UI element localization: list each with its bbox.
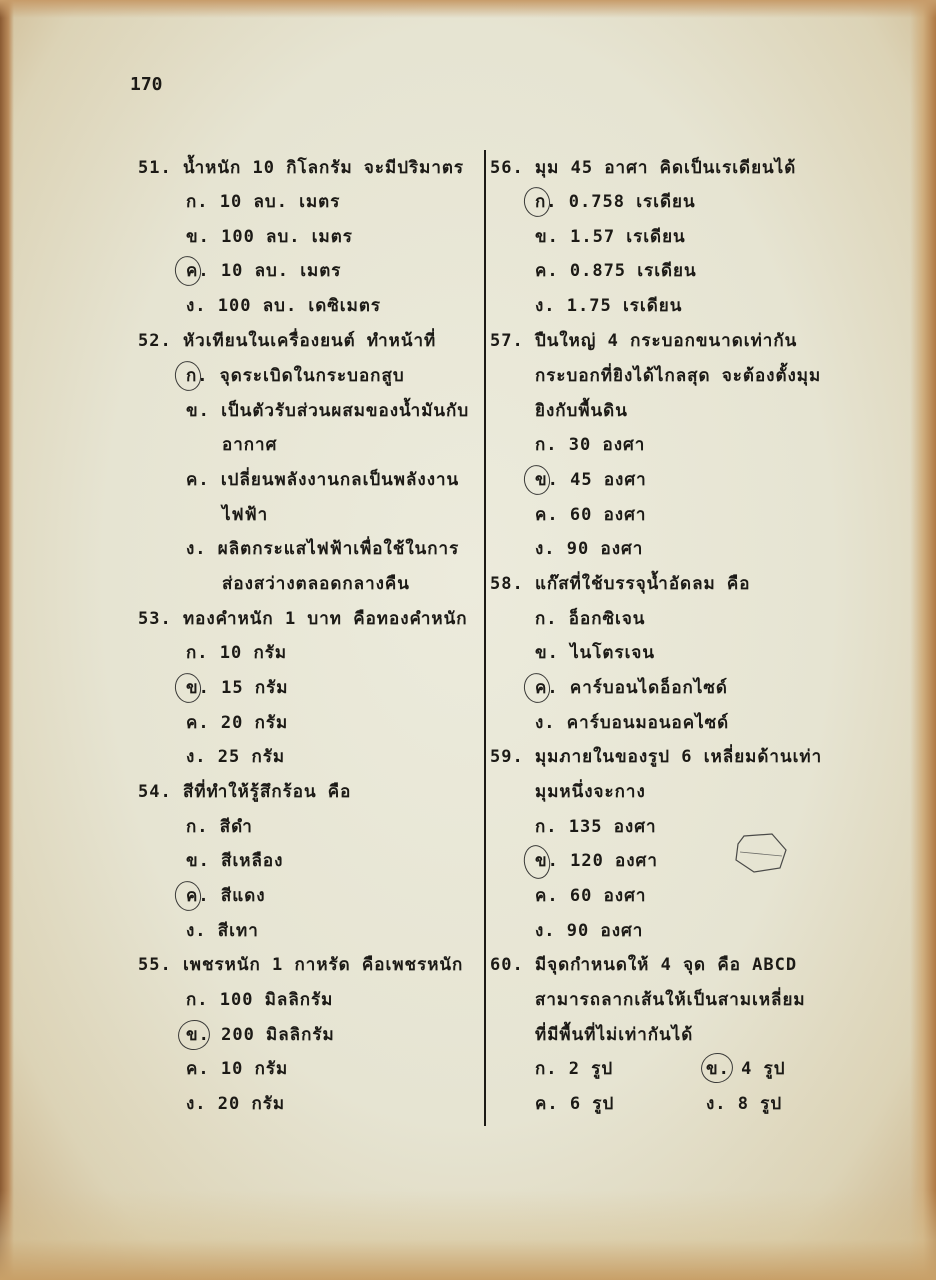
choice-56-d: ง. 1.75 เรเดียน bbox=[535, 296, 683, 316]
page-edge-right bbox=[910, 0, 936, 1280]
question-51 bbox=[138, 156, 464, 180]
choice-54-b: ข. สีเหลือง bbox=[186, 851, 284, 871]
choice-52-d: ง. ผลิตกระแสไฟฟ้าเพื่อใช้ในการ bbox=[186, 539, 460, 559]
choice-52-a: ก. จุดระเบิดในกระบอกสูบ bbox=[186, 366, 405, 386]
choice-52-c-cont: ไฟฟ้า bbox=[222, 505, 269, 525]
choice-60-c: ค. 6 รูป bbox=[535, 1094, 615, 1114]
choice-52-b: ข. เป็นตัวรับส่วนผสมของน้ำมันกับ bbox=[186, 401, 470, 421]
choice-55-b: ข. 200 มิลลิกรัม bbox=[186, 1025, 335, 1045]
question-number: 57. bbox=[490, 331, 524, 351]
question-57-line-2: กระบอกที่ยิงได้ไกลสุด จะต้องตั้งมุม bbox=[535, 366, 822, 386]
question-text: มุมภายในของรูป 6 เหลี่ยมด้านเท่า bbox=[534, 747, 823, 767]
choice-60-d: ง. 8 รูป bbox=[706, 1094, 783, 1114]
choice-53-b: ข. 15 กรัม bbox=[186, 678, 289, 698]
question-text: น้ำหนัก 10 กิโลกรัม จะมีปริมาตร bbox=[182, 158, 465, 178]
choice-51-c: ค. 10 ลบ. เมตร bbox=[186, 261, 342, 281]
choice-54-a: ก. สีดำ bbox=[186, 817, 253, 837]
choice-59-d: ง. 90 องศา bbox=[535, 921, 644, 941]
choice-52-b-cont: อากาศ bbox=[222, 435, 278, 455]
choice-56-a: ก. 0.758 เรเดียน bbox=[535, 192, 696, 212]
question-number: 58. bbox=[490, 574, 524, 594]
question-number: 59. bbox=[490, 747, 524, 767]
choice-54-c: ค. สีแดง bbox=[186, 886, 266, 906]
page-edge-bottom bbox=[0, 1190, 936, 1280]
choice-58-c: ค. คาร์บอนไดอ็อกไซด์ bbox=[535, 678, 728, 698]
question-text: เพชรหนัก 1 กาหรัด คือเพชรหนัก bbox=[182, 955, 464, 975]
choice-56-b: ข. 1.57 เรเดียน bbox=[535, 227, 686, 247]
question-57-line-3: ยิงกับพื้นดิน bbox=[535, 401, 628, 421]
question-text: หัวเทียนในเครื่องยนต์ ทำหน้าที่ bbox=[182, 331, 437, 351]
question-number: 54. bbox=[138, 782, 172, 802]
hexagon-sketch-icon bbox=[730, 830, 790, 878]
question-text: มุม 45 อาศา คิดเป็นเรเดียนได้ bbox=[534, 158, 797, 178]
choice-51-a: ก. 10 ลบ. เมตร bbox=[186, 192, 341, 212]
choice-57-d: ง. 90 องศา bbox=[535, 539, 644, 559]
choice-60-a: ก. 2 รูป bbox=[535, 1059, 614, 1079]
choice-58-d: ง. คาร์บอนมอนอคไซด์ bbox=[535, 713, 730, 733]
question-text: มีจุดกำหนดให้ 4 จุด คือ ABCD bbox=[534, 955, 798, 975]
question-number: 53. bbox=[138, 609, 172, 629]
choice-60-b: ข. 4 รูป bbox=[706, 1059, 786, 1079]
question-number: 55. bbox=[138, 955, 172, 975]
question-57 bbox=[490, 329, 797, 353]
choice-55-d: ง. 20 กรัม bbox=[186, 1094, 286, 1114]
question-52 bbox=[138, 329, 436, 353]
choice-54-d: ง. สีเทา bbox=[186, 921, 259, 941]
choice-57-b: ข. 45 องศา bbox=[535, 470, 647, 490]
choice-55-a: ก. 100 มิลลิกรัม bbox=[186, 990, 334, 1010]
question-53 bbox=[138, 607, 468, 631]
choice-53-a: ก. 10 กรัม bbox=[186, 643, 288, 663]
choice-56-c: ค. 0.875 เรเดียน bbox=[535, 261, 697, 281]
question-55 bbox=[138, 953, 463, 977]
question-59-line-2: มุมหนึ่งจะกาง bbox=[535, 782, 646, 802]
question-56 bbox=[490, 156, 796, 180]
question-60-line-3: ที่มีพื้นที่ไม่เท่ากันได้ bbox=[535, 1025, 694, 1045]
choice-53-c: ค. 20 กรัม bbox=[186, 713, 289, 733]
choice-57-c: ค. 60 องศา bbox=[535, 505, 647, 525]
page-edge-left bbox=[0, 0, 14, 1280]
choice-59-c: ค. 60 องศา bbox=[535, 886, 647, 906]
question-60-line-2: สามารถลากเส้นให้เป็นสามเหลี่ยม bbox=[535, 990, 806, 1010]
page-edge-top bbox=[0, 0, 936, 18]
choice-57-a: ก. 30 องศา bbox=[535, 435, 646, 455]
question-60 bbox=[490, 953, 797, 977]
column-divider bbox=[484, 150, 486, 1126]
question-58 bbox=[490, 572, 751, 596]
question-59 bbox=[490, 745, 822, 769]
choice-59-a: ก. 135 องศา bbox=[535, 817, 657, 837]
question-text: แก๊สที่ใช้บรรจุน้ำอัดลม คือ bbox=[534, 574, 751, 594]
choice-55-c: ค. 10 กรัม bbox=[186, 1059, 289, 1079]
question-number: 56. bbox=[490, 158, 524, 178]
choice-58-b: ข. ไนโตรเจน bbox=[535, 643, 655, 663]
choice-52-d-cont: ส่องสว่างตลอดกลางคืน bbox=[222, 574, 410, 594]
choice-58-a: ก. อ็อกซิเจน bbox=[535, 609, 646, 629]
choice-51-b: ข. 100 ลบ. เมตร bbox=[186, 227, 353, 247]
question-number: 51. bbox=[138, 158, 172, 178]
question-54 bbox=[138, 780, 351, 804]
choice-59-b: ข. 120 องศา bbox=[535, 851, 658, 871]
question-number: 52. bbox=[138, 331, 172, 351]
question-text: ปืนใหญ่ 4 กระบอกขนาดเท่ากัน bbox=[534, 331, 798, 351]
page-number: 170 bbox=[130, 74, 163, 95]
choice-51-d: ง. 100 ลบ. เดซิเมตร bbox=[186, 296, 381, 316]
question-text: สีที่ทำให้รู้สึกร้อน คือ bbox=[182, 782, 352, 802]
question-number: 60. bbox=[490, 955, 524, 975]
choice-52-c: ค. เปลี่ยนพลังงานกลเป็นพลังงาน bbox=[186, 470, 460, 490]
question-text: ทองคำหนัก 1 บาท คือทองคำหนัก bbox=[182, 609, 468, 629]
choice-53-d: ง. 25 กรัม bbox=[186, 747, 286, 767]
